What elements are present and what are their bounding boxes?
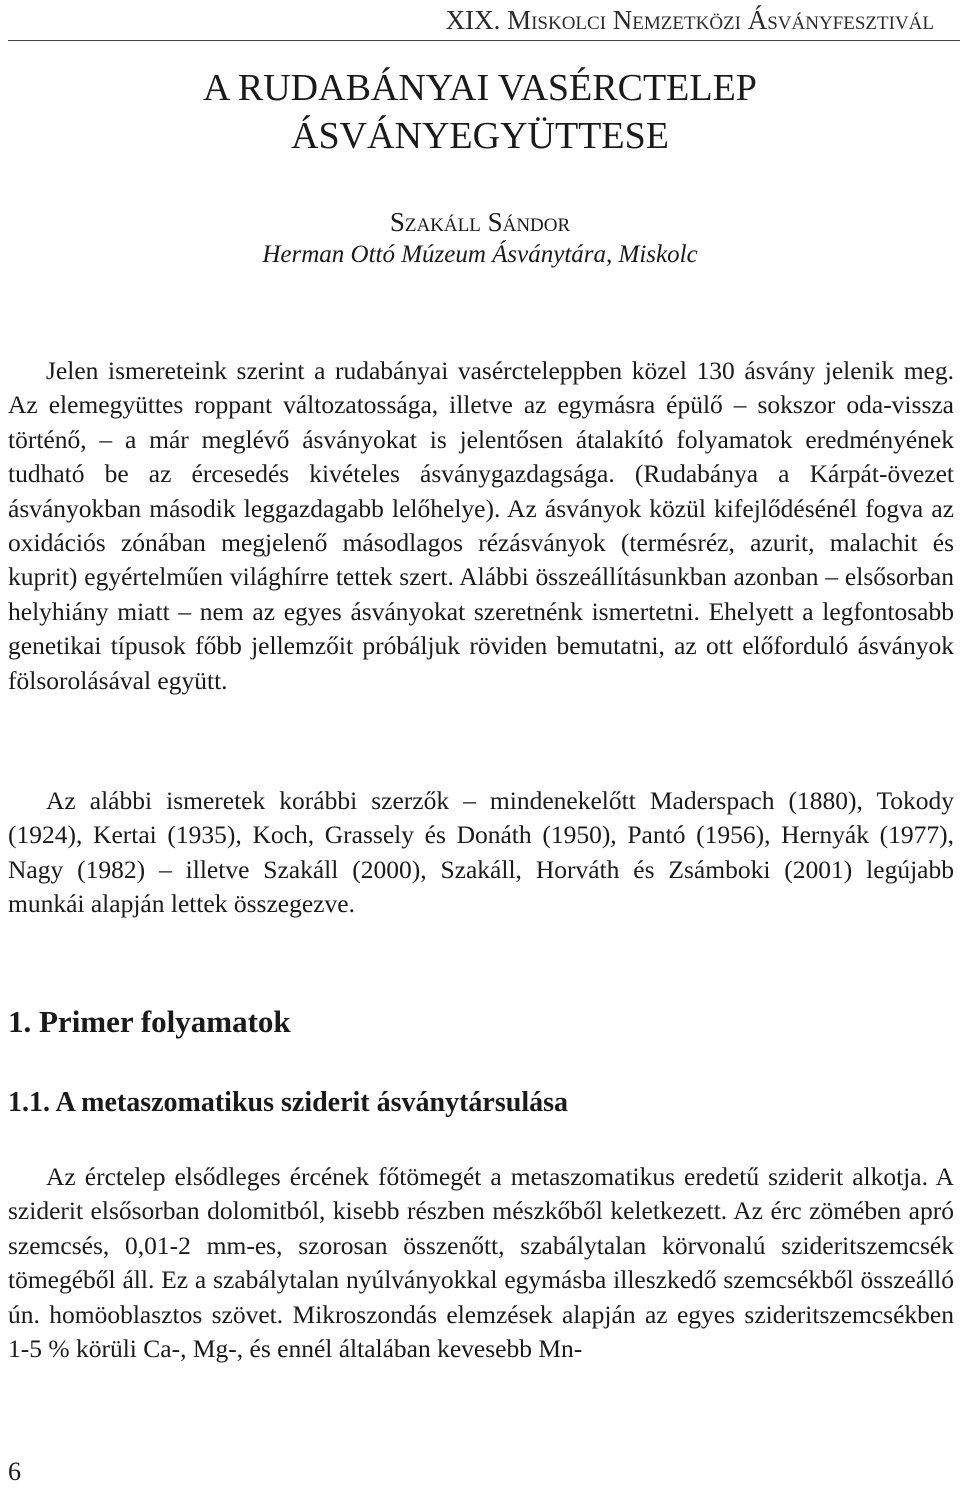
page-number: 6 bbox=[8, 1457, 21, 1486]
title-line-1: A RUDABÁNYAI VASÉRCTELEP bbox=[203, 67, 757, 109]
header-rule bbox=[8, 40, 960, 41]
author-name: Szakáll Sándor bbox=[389, 207, 571, 237]
author-affiliation: Herman Ottó Múzeum Ásványtára, Miskolc bbox=[262, 241, 698, 268]
intro-paragraph-block bbox=[8, 354, 954, 698]
sources-paragraph-block bbox=[8, 784, 954, 922]
siderite-paragraph: Az érctelep elsődleges ércének főtömegét a metaszomatikus eredetű sziderit alkotja. A sziderit elsősorban dolomitból, kisebb részben mészkőből keletkezett. Az érc zömében apró szemcsés, 0,01-2 mm-es, szorosan összenőtt, szabálytalan körvonalú szideritszemcsék tömegéből áll. Ez a szabálytalan nyúlványokkal egymásba illeszkedő szemcsékből összeálló ún. homöoblasztos szövet. Mikroszondás elemzések alapján az egyes szideritszemcsékben 1-5 % körüli Ca-, Mg-, és ennél általában kevesebb Mn- bbox=[8, 1162, 954, 1364]
sources-paragraph: Az alábbi ismeretek korábbi szerzők – mindenekelőtt Maderspach (1880), Tokody (1924), Kertai (1935), Koch, Grassely és Donáth (1950), Pantó (1956), Hernyák (1977), Nagy (1982) – illetve Szakáll (2000), Szakáll, Horváth és Zsámboki (2001) legújabb munkái alapján lettek összegezve. bbox=[8, 786, 954, 919]
running-head-number: XIX. bbox=[445, 5, 501, 35]
running-head bbox=[0, 2, 960, 38]
running-head-title: Miskolci Nemzetközi Ásványfesztivál bbox=[507, 5, 934, 35]
title-line-2: ÁSVÁNYEGYÜTTESE bbox=[291, 115, 669, 157]
siderite-paragraph-block bbox=[8, 1160, 954, 1366]
intro-paragraph: Jelen ismereteink szerint a rudabányai vasércteleppben közel 130 ásvány jelenik meg. Az elemegyüttes roppant változatossága, illetve az egymásra épülő – sokszor oda-vissza történő, – a már meglévő ásványokat is jelentősen átalakító folyamatok eredményének tudható be az ércesedés kivételes ásványgazdagsága. (Rudabánya a Kárpát-övezet ásványokban második leggazdagabb lelőhelye). Az ásványok közül kifejlődésénél fogva az oxidációs zónában megjelenő másodlagos rézásványok (termésréz, azurit, malachit és kuprit) egyértelműen világhírre tettek szert. Alábbi összeállításunkban azonban – elsősorban helyhiány miatt – nem az egyes ásványokat szeretnénk ismertetni. Ehelyett a legfontosabb genetikai típusok főbb jellemzőit próbáljuk röviden bemutatni, az ott előforduló ásványok fölsorolásával együtt. bbox=[8, 356, 954, 695]
subsection-heading-1-1: 1.1. A metaszomatikus sziderit ásványtársulása bbox=[8, 1087, 568, 1118]
article-title bbox=[0, 64, 960, 160]
section-heading-1: 1. Primer folyamatok bbox=[8, 1004, 291, 1039]
